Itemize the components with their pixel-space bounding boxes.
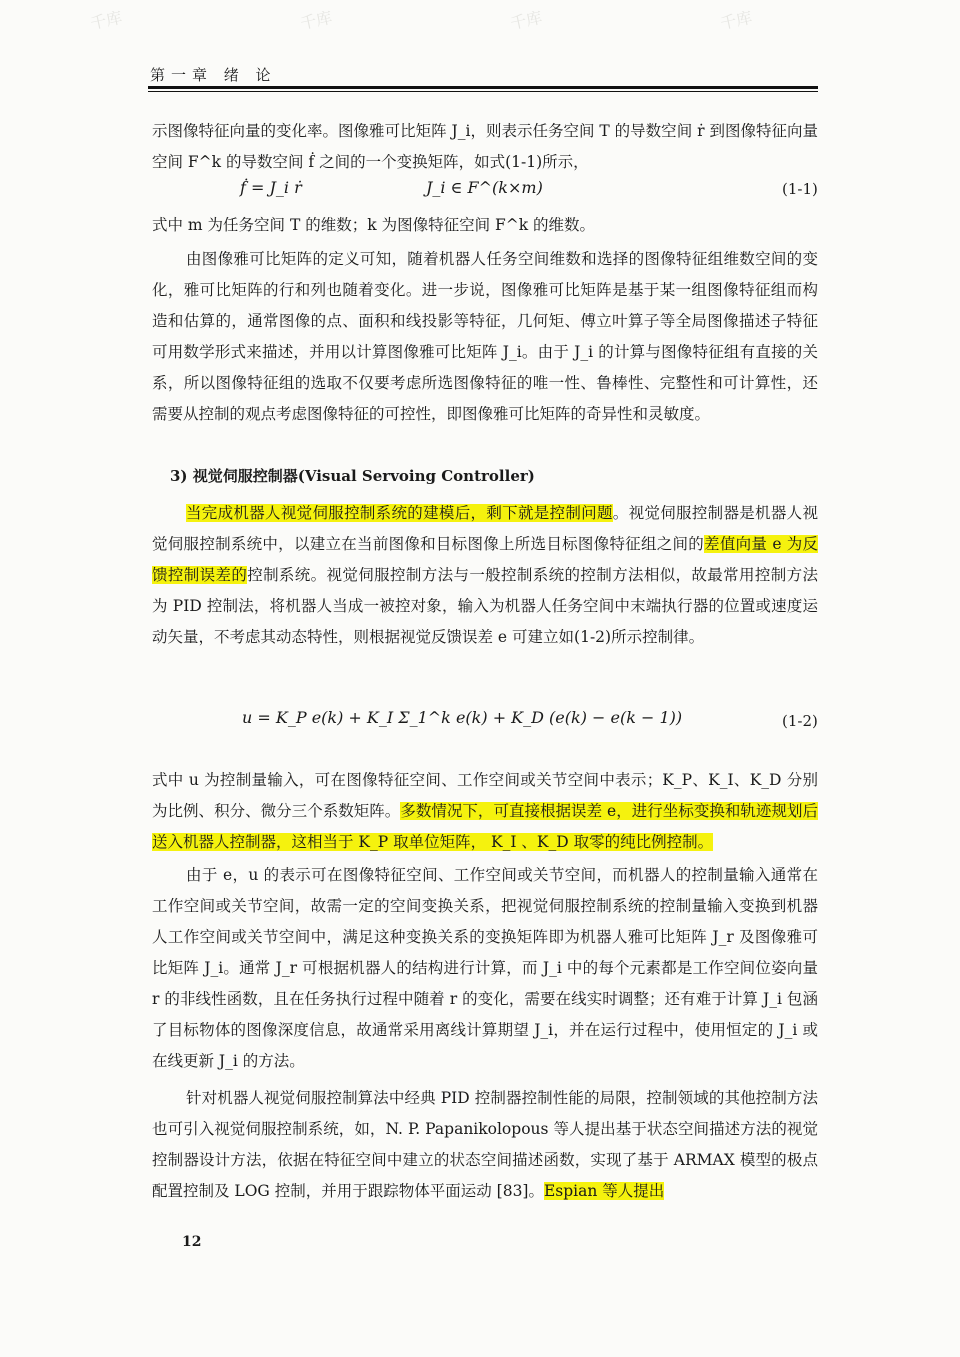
section-heading: 3) 视觉伺服控制器(Visual Servoing Controller): [170, 467, 535, 485]
paragraph-4: [152, 498, 818, 653]
watermark: 千库: [508, 7, 544, 34]
paragraph-text: 式中 u 为控制量输入，可在图像特征空间、工作空间或关节空间中表示；K_P、K_I、K_D 分别为比例、积分、微分三个系数矩阵。: [152, 771, 818, 820]
paragraph-3: 由图像雅可比矩阵的定义可知，随着机器人任务空间维数和选择的图像特征组维数空间的变化，雅可比矩阵的行和列也随着变化。进一步说，图像雅可比矩阵是基于某一组图像特征组而构造和估算的，通常图像的点、面积和线投影等特征，几何矩、傅立叶算子等全局图像描述子特征可用数学形式来描述，并用以计算图像雅可比矩阵 J_i。由于 J_i 的计算与图像特征组有直接的关系，所以图像特征组的选取不仅要考虑所选图像特征的唯一性、鲁棒性、完整性和可计算性，还需要从控制的观点考虑图像特征的可控性，即图像雅可比矩阵的奇异性和灵敏度。: [152, 250, 818, 423]
watermark: 千库: [88, 7, 124, 34]
highlight-text: 差值向量 e 为反馈控制误差的: [152, 535, 818, 584]
paragraph-1: 示图像特征向量的变化率。图像雅可比矩阵 J_i，则表示任务空间 T 的导数空间 ṙ 到图像特征向量空间 F^k 的导数空间 ḟ 之间的一个变换矩阵，如式(1-1)所示，: [152, 122, 818, 171]
highlight-text: Espian 等人提出: [543, 1182, 665, 1200]
header-rule-thick: [148, 86, 818, 89]
paragraph-6: 由于 e，u 的表示可在图像特征空间、工作空间或关节空间，而机器人的控制量输入通常在工作空间或关节空间，故需一定的空间变换关系，把视觉伺服控制系统的控制量输入变换到机器人工作空间或关节空间中，满足这种变换关系的变换矩阵即为机器人雅可比矩阵 J_r 及图像雅可比矩阵 J_i。通常 J_r 可根据机器人的结构进行计算，而 J_i 中的每个元素都是工作空间位姿向量 r 的非线性函数，且在任务执行过程中随着 r 的变化，需要在线实时调整；还有难于计算 J_i 包涵了目标物体的图像深度信息，故通常采用离线计算期望 J_i，并在运行过程中，使用恒定的 J_i 或在线更新 J_i 的方法。: [152, 866, 818, 1070]
highlight-text: 多数情况下，可直接根据误差 e，进行坐标变换和轨迹规划后送入机器人控制器，这相当于 K_P 取单位矩阵， K_I 、K_D 取零的纯比例控制。: [152, 802, 818, 851]
paragraph-2: 式中 m 为任务空间 T 的维数；k 为图像特征空间 F^k 的维数。: [152, 216, 596, 234]
equation-2-number: (1-2): [782, 712, 818, 730]
equation-1-right: J_i ∈ F^(k×m): [426, 178, 543, 197]
equation-1-number: (1-1): [782, 180, 818, 198]
equation-1-left: ḟ = J_i ṙ: [240, 178, 302, 197]
paragraph-text: 针对机器人视觉伺服控制算法中经典 PID 控制器控制性能的局限，控制领域的其他控制方法也可引入视觉伺服控制系统，如，N. P. Papanikolopous 等人提出基于状态空间描述方法的视觉控制器设计方法，依据在特征空间中建立的状态空间描述函数，实现了基于 ARMAX 模型的极点配置控制及 LOG 控制，并用于跟踪物体平面运动 [83]。: [152, 1089, 818, 1200]
paragraph-7: [152, 1083, 818, 1207]
highlight-text: 当完成机器人视觉伺服控制系统的建模后，剩下就是控制问题: [186, 504, 613, 522]
page-number: 12: [182, 1234, 202, 1250]
header-rule-thin: [148, 91, 818, 92]
paragraph-text: 。视觉伺服控制器是机器人视觉伺服控制系统中，以建立在当前图像和目标图像上所选目标图像特征组之间的: [152, 504, 818, 553]
paragraph-text: 控制系统。视觉伺服控制方法与一般控制系统的控制方法相似，故最常用控制方法为 PID 控制法，将机器人当成一被控对象，输入为机器人任务空间中末端执行器的位置或速度运动矢量，不考虑其动态特性，则根据视觉反馈误差 e 可建立如(1-2)所示控制律。: [152, 566, 818, 646]
running-header: 第一章 绪 论: [150, 66, 277, 84]
watermark: 千库: [298, 7, 334, 34]
equation-2: u = K_P e(k) + K_I Σ_1^k e(k) + K_D (e(k) − e(k − 1)): [242, 708, 683, 727]
watermark: 千库: [718, 7, 754, 34]
paragraph-5: [152, 765, 818, 858]
